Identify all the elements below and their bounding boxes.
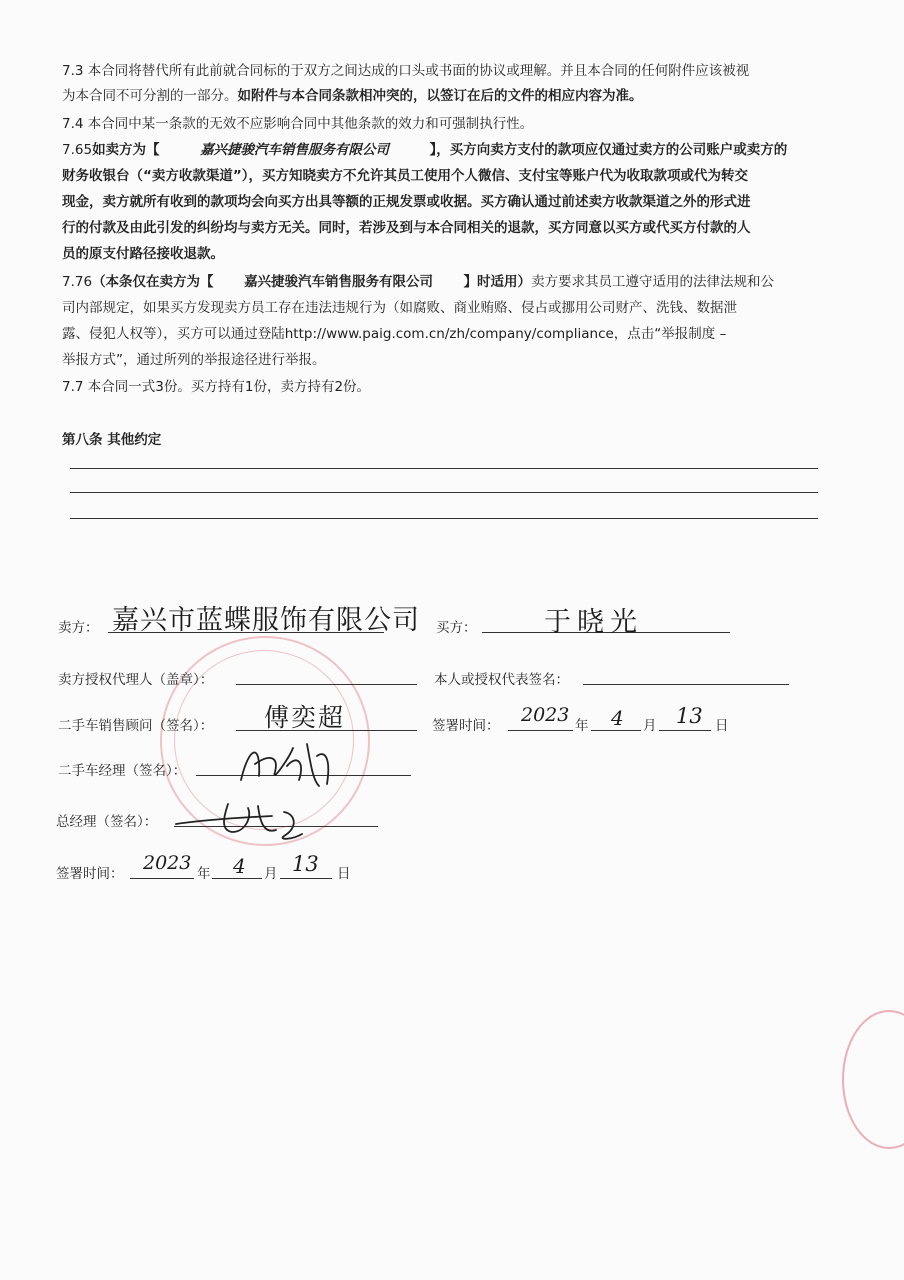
clause-7-4: 7.4 本合同中某一条款的无效不应影响合同中其他条款的效力和可强制执行性。 [62, 116, 534, 132]
clause-7-3-number: 7.3 [62, 63, 84, 79]
seller-day-handwritten: 13 [292, 852, 319, 876]
buyer-rep-label: 本人或授权代表签名： [434, 672, 569, 688]
sales-advisor-signature: 傅奕超 [264, 703, 346, 732]
clause-7-76-mid: 】时适用） [463, 274, 532, 290]
clause-7-3-text: 本合同将替代所有此前就合同标的于双方之间达成的口头或书面的协议或理解。并且本合同的任何附件应该被视 [87, 63, 750, 79]
clause-7-7: 7.7 本合同一式3份。买方持有1份，卖方持有2份。 [62, 379, 371, 395]
seller-day-field[interactable] [280, 878, 332, 879]
seller-agent-field[interactable] [236, 684, 417, 685]
article-8-blank-line-3[interactable] [70, 518, 818, 519]
clause-7-65-number: 7.65 [62, 142, 93, 158]
seller-year-unit: 年 [197, 866, 211, 882]
seller-sign-time-label: 签署时间： [56, 866, 124, 882]
seller-handwritten-name: 嘉兴市蓝蝶服饰有限公司 [112, 605, 420, 636]
seller-year-handwritten: 2023 [143, 852, 192, 874]
seller-month-unit: 月 [264, 866, 278, 882]
buyer-day-unit: 日 [715, 718, 729, 734]
clause-7-65-line-5: 员的原支付路径接收退款。 [62, 246, 224, 262]
buyer-day-field[interactable] [659, 730, 711, 731]
clause-7-76-number: 7.76 [62, 274, 93, 290]
general-manager-signature [172, 794, 312, 844]
clause-7-76-company: 嘉兴捷骏汽车销售服务有限公司 [244, 274, 434, 290]
seller-label: 卖方： [58, 620, 99, 636]
buyer-month-field[interactable] [591, 730, 641, 731]
buyer-rep-field[interactable] [583, 684, 789, 685]
buyer-month-handwritten: 4 [611, 706, 624, 730]
clause-7-65-line-2: 财务收银台（“卖方收款渠道”），买方知晓卖方不允许其员工使用个人微信、支付宝等账户代为收取款项或代为转交 [62, 168, 748, 184]
article-8-blank-line-2[interactable] [70, 492, 818, 493]
clause-7-65-line-4: 行的付款及由此引发的纠纷均与卖方无关。同时，若涉及到与本合同相关的退款，买方同意以买方或代买方付款的人 [62, 220, 751, 236]
buyer-month-unit: 月 [643, 718, 657, 734]
buyer-sign-time-label: 签署时间： [432, 718, 500, 734]
clause-7-65-company: 嘉兴捷骏汽车销售服务有限公司 [200, 142, 390, 158]
buyer-year-field[interactable] [508, 730, 573, 731]
clause-7-3-text-2: 为本合同不可分割的一部分。 [62, 88, 238, 104]
used-car-manager-signature [235, 736, 345, 792]
clause-7-76-line-3: 露、侵犯人权等），买方可以通过登陆http://www.paig.com.cn/zh/company/compliance，点击“举报制度 – [62, 326, 727, 342]
buyer-day-handwritten: 13 [676, 704, 703, 728]
clause-7-65-suffix: 】，买方向卖方支付的款项应仅通过卖方的公司账户或卖方的 [429, 142, 788, 158]
seller-month-field[interactable] [212, 878, 262, 879]
seller-day-unit: 日 [337, 866, 351, 882]
seller-month-handwritten: 4 [233, 854, 246, 878]
sales-advisor-label: 二手车销售顾问（签名）： [58, 718, 214, 734]
clause-7-76-line-4: 举报方式”，通过所列的举报途径进行举报。 [62, 352, 326, 368]
article-8-blank-line-1[interactable] [70, 468, 818, 469]
clause-7-76-prefix: （本条仅在卖方为【 [92, 274, 214, 290]
edge-seal-stamp [842, 1010, 904, 1149]
buyer-year-handwritten: 2023 [521, 704, 570, 726]
buyer-handwritten-name: 于晓光 [544, 607, 643, 638]
seller-year-field[interactable] [130, 878, 194, 879]
clause-7-65-line-1 [62, 139, 787, 162]
clause-7-65-prefix: 如卖方为【 [92, 142, 160, 158]
clause-7-76-rest: 卖方要求其员工遵守适用的法律法规和公 [531, 274, 775, 290]
clause-7-76-line-2: 司内部规定，如果买方发现卖方员工存在违法违规行为（如腐败、商业贿赂、侵占或挪用公司财产、洗钱、数据泄 [62, 300, 737, 316]
article-8-title: 第八条 其他约定 [62, 432, 162, 448]
seller-agent-label: 卖方授权代理人（盖章）： [58, 672, 214, 688]
buyer-label: 买方： [436, 620, 477, 636]
clause-7-65-line-3: 现金，卖方就所有收到的款项均会向买方出具等额的正规发票或收据。买方确认通过前述卖方收款渠道之外的形式进 [62, 194, 751, 210]
clause-7-3-bold-text: 如附件与本合同条款相冲突的，以签订在后的文件的相应内容为准。 [237, 88, 643, 104]
buyer-year-unit: 年 [575, 718, 589, 734]
clause-7-76-line-1 [62, 271, 774, 294]
clause-7-3-line-2 [62, 85, 643, 108]
general-manager-label: 总经理（签名）： [56, 814, 158, 830]
clause-7-3-line-1 [62, 60, 749, 83]
used-car-manager-label: 二手车经理（签名）： [58, 763, 187, 779]
